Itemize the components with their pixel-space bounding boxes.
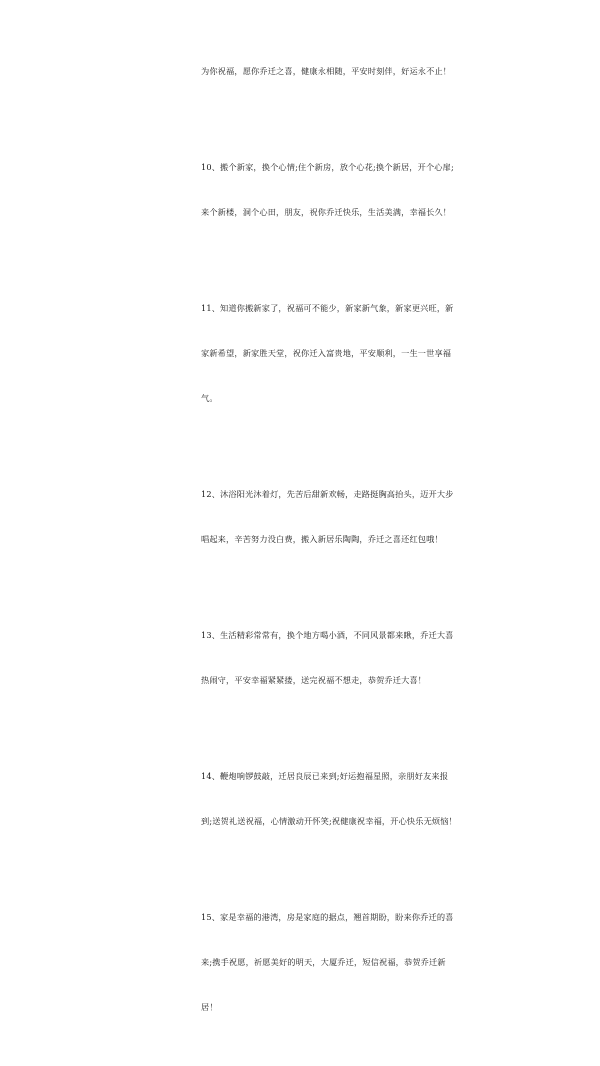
text-line: 10、搬个新家，换个心情;住个新房，放个心花;换个新居，开个心扉; xyxy=(201,162,454,172)
document-body xyxy=(201,34,457,1066)
paragraph-intro-tail xyxy=(201,34,452,109)
text-line: 热闹守，平安幸福紧紧搂，送完祝福不想走，恭贺乔迁大喜！ xyxy=(201,675,427,685)
text-line: 12、沐浴阳光沐着灯，先苦后甜新欢畅，走路挺胸高抬头，迈开大步 xyxy=(201,489,454,499)
text-line: 14、鞭炮响锣鼓敲，迁居良辰已来到;好运抱福星照，亲朋好友来报 xyxy=(201,771,449,781)
paragraph-item-10 xyxy=(201,130,454,250)
text-line: 13、生活精彩常常有，换个地方喝小酒，不同风景都来瞅，乔迁大喜 xyxy=(201,630,454,640)
text-line: 来个新楼，洞个心田，朋友，祝你乔迁快乐，生活美满，幸福长久！ xyxy=(201,207,452,217)
text-line: 居！ xyxy=(201,1002,218,1012)
text-line: 到;送贺礼送祝福，心情激动开怀笑;祝健康祝幸福，开心快乐无烦恼！ xyxy=(201,816,457,826)
paragraph-item-14 xyxy=(201,739,457,859)
paragraph-item-13 xyxy=(201,598,454,718)
text-line: 气。 xyxy=(201,393,218,403)
paragraph-item-15 xyxy=(201,880,454,1045)
paragraph-item-12 xyxy=(201,457,454,577)
text-line: 为你祝福，愿你乔迁之喜，健康永相随，平安时刻伴，好运永不止！ xyxy=(201,66,452,76)
text-line: 15、家是幸福的港湾，房是家庭的据点，翘首期盼，盼来你乔迁的喜 xyxy=(201,912,454,922)
paragraph-item-11 xyxy=(201,271,454,436)
text-line: 来;携手祝愿，祈愿美好的明天，大厦乔迁，短信祝福，恭贺乔迁新 xyxy=(201,957,446,967)
text-line: 唱起来，辛苦努力没白费，搬入新居乐陶陶，乔迁之喜还红包哦！ xyxy=(201,534,443,544)
text-line: 11、知道你搬新家了，祝福可不能少，新家新气象，新家更兴旺，新 xyxy=(201,303,454,313)
text-line: 家新希望，新家胜天堂，祝你迁入富贵地，平安顺利，一生一世享福 xyxy=(201,348,452,358)
